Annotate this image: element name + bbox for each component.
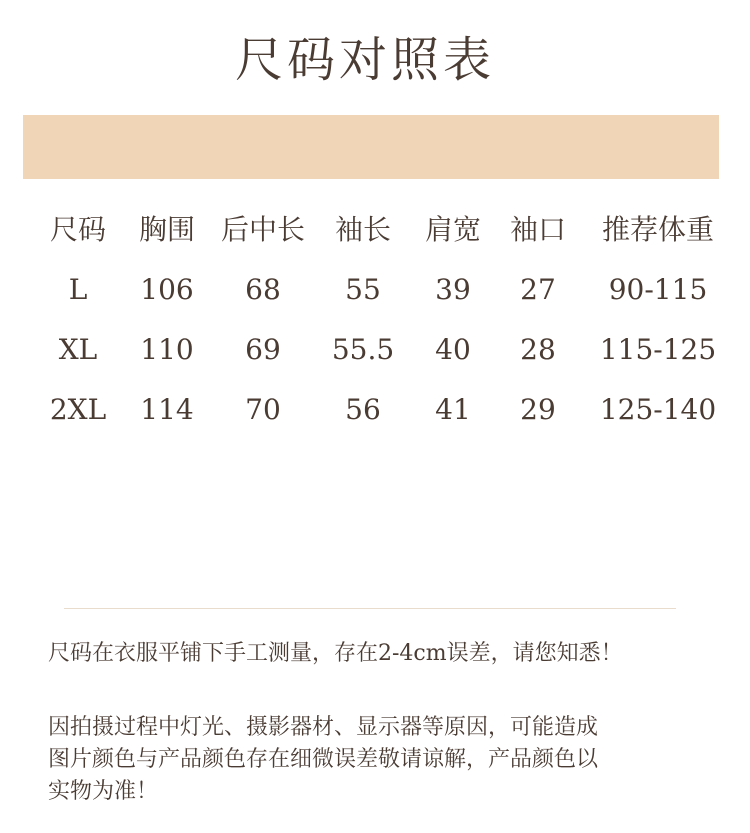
cell-recommended-weight: 90-115 bbox=[608, 273, 708, 306]
cell-shoulder-width: 39 bbox=[435, 273, 471, 306]
cell-cuff: 29 bbox=[520, 393, 556, 426]
color-disclaimer bbox=[48, 712, 728, 808]
cell-shoulder-width: 40 bbox=[435, 333, 471, 366]
cell-size: XL bbox=[58, 333, 98, 366]
section-divider bbox=[64, 608, 676, 609]
cell-cuff: 27 bbox=[520, 273, 556, 306]
table-row bbox=[0, 330, 750, 370]
disclaimer-line: 图片颜色与产品颜色存在细微误差敬请谅解，产品颜色以 bbox=[48, 747, 599, 772]
header-chest: 胸围 bbox=[138, 213, 195, 246]
cell-chest: 110 bbox=[140, 333, 194, 366]
header-back-length: 后中长 bbox=[220, 213, 305, 246]
disclaimer-line: 实物为准！ bbox=[48, 779, 159, 804]
measurement-note: 尺码在衣服平铺下手工测量，存在2-4cm误差，请您知悉！ bbox=[48, 641, 623, 666]
cell-back-length: 68 bbox=[245, 273, 281, 306]
header-size: 尺码 bbox=[49, 213, 106, 246]
header-sleeve-length: 袖长 bbox=[334, 213, 391, 246]
cell-sleeve-length: 55.5 bbox=[331, 333, 395, 366]
header-band bbox=[23, 115, 719, 179]
table-row bbox=[0, 390, 750, 430]
header-cuff: 袖口 bbox=[509, 213, 566, 246]
cell-cuff: 28 bbox=[520, 333, 556, 366]
header-shoulder-width: 肩宽 bbox=[424, 213, 481, 246]
cell-back-length: 70 bbox=[245, 393, 281, 426]
cell-recommended-weight: 115-125 bbox=[599, 333, 717, 366]
cell-shoulder-width: 41 bbox=[435, 393, 471, 426]
table-row bbox=[0, 270, 750, 310]
cell-sleeve-length: 55 bbox=[345, 273, 381, 306]
table-header-row bbox=[0, 210, 750, 250]
disclaimer-line: 因拍摄过程中灯光、摄影器材、显示器等原因，可能造成 bbox=[48, 715, 599, 740]
cell-chest: 106 bbox=[140, 273, 194, 306]
header-recommended-weight: 推荐体重 bbox=[601, 213, 714, 246]
cell-size: 2XL bbox=[49, 393, 107, 426]
cell-recommended-weight: 125-140 bbox=[599, 393, 717, 426]
cell-size: L bbox=[68, 273, 88, 306]
cell-chest: 114 bbox=[140, 393, 194, 426]
page-title: 尺码对照表 bbox=[234, 32, 495, 88]
cell-sleeve-length: 56 bbox=[345, 393, 381, 426]
cell-back-length: 69 bbox=[245, 333, 281, 366]
